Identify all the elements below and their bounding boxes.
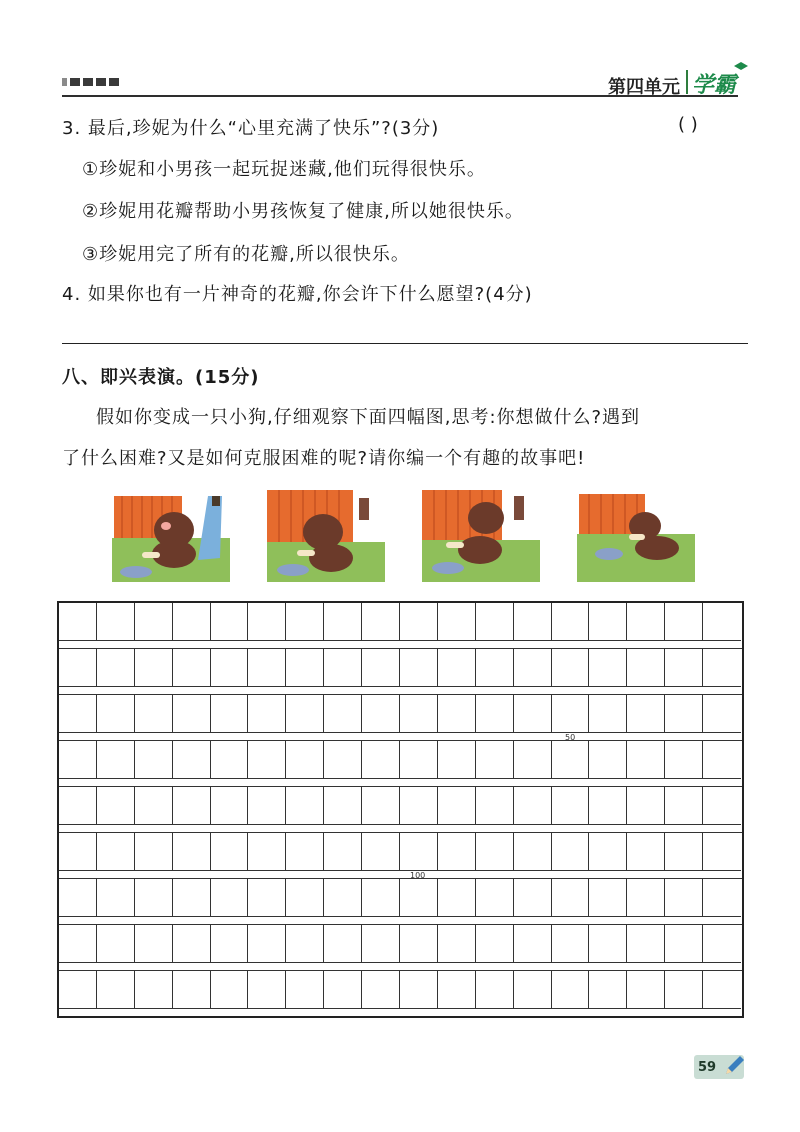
grid-cell[interactable] (589, 971, 627, 1009)
grid-cell[interactable] (665, 741, 703, 779)
grid-cell[interactable] (438, 603, 476, 641)
grid-cell[interactable] (248, 695, 286, 733)
grid-cell[interactable] (627, 833, 665, 871)
grid-cell[interactable] (589, 833, 627, 871)
grid-cell[interactable] (97, 833, 135, 871)
grid-cell[interactable] (438, 833, 476, 871)
picture-4 (577, 488, 695, 582)
grid-cell[interactable] (324, 879, 362, 917)
grid-cell[interactable] (211, 787, 249, 825)
grid-cell[interactable] (97, 741, 135, 779)
grid-cell[interactable] (476, 879, 514, 917)
grid-cell[interactable] (627, 695, 665, 733)
grid-cell[interactable] (665, 879, 703, 917)
grid-row (59, 879, 742, 917)
answer-bracket[interactable]: ( ) (678, 114, 698, 135)
grid-cell[interactable] (286, 787, 324, 825)
grid-row (59, 695, 742, 733)
picture-2 (267, 488, 385, 582)
section-8-prompt-line-1: 假如你变成一只小狗,仔细观察下面四幅图,思考:你想做什么?遇到 (96, 407, 641, 428)
grid-cell[interactable] (476, 787, 514, 825)
grid-cell[interactable] (173, 649, 211, 687)
grid-cell[interactable] (514, 925, 552, 963)
unit-separator (686, 70, 688, 94)
grid-cell[interactable] (665, 603, 703, 641)
grid-cell[interactable] (438, 925, 476, 963)
grid-cell[interactable] (324, 649, 362, 687)
grid-cell[interactable] (97, 695, 135, 733)
grid-cell[interactable] (665, 649, 703, 687)
row-gap-line (59, 970, 742, 971)
section-8-title: 八、即兴表演。(15分) (62, 367, 260, 388)
grid-cell[interactable] (514, 787, 552, 825)
grid-cell[interactable] (173, 603, 211, 641)
grid-cell[interactable] (400, 649, 438, 687)
row-gap-line (59, 786, 742, 787)
row-gap-line (59, 924, 742, 925)
grid-cell[interactable] (589, 695, 627, 733)
grid-cell[interactable] (173, 971, 211, 1009)
option-2: ②珍妮用花瓣帮助小男孩恢复了健康,所以她很快乐。 (82, 201, 524, 222)
brand-logo: 学霸 (691, 73, 736, 98)
grid-cell[interactable] (703, 879, 741, 917)
grid-cell[interactable] (248, 971, 286, 1009)
grid-cell[interactable] (476, 649, 514, 687)
grid-cell[interactable] (703, 787, 741, 825)
grid-cell[interactable] (248, 925, 286, 963)
grid-cell[interactable] (476, 925, 514, 963)
grid-cell[interactable] (400, 741, 438, 779)
grid-cell[interactable] (286, 695, 324, 733)
grid-cell[interactable] (627, 971, 665, 1009)
grid-cell[interactable] (438, 695, 476, 733)
grid-cell[interactable] (665, 695, 703, 733)
grid-cell[interactable] (97, 925, 135, 963)
grid-cell[interactable] (248, 741, 286, 779)
grid-cell[interactable] (173, 833, 211, 871)
grid-cell[interactable] (362, 787, 400, 825)
grid-cell[interactable] (400, 787, 438, 825)
grid-cell[interactable] (324, 925, 362, 963)
question-4: 4. 如果你也有一片神奇的花瓣,你会许下什么愿望?(4分) (62, 284, 533, 305)
grid-cell[interactable] (589, 741, 627, 779)
grid-cell[interactable] (400, 603, 438, 641)
grid-cell[interactable] (248, 603, 286, 641)
row-gap-line (59, 648, 742, 649)
grid-cell[interactable] (514, 879, 552, 917)
grid-cell[interactable] (552, 833, 590, 871)
grid-cell[interactable] (135, 971, 173, 1009)
grid-cell[interactable] (97, 649, 135, 687)
grid-cell[interactable] (211, 603, 249, 641)
grid-cell[interactable] (59, 649, 97, 687)
grid-cell[interactable] (362, 879, 400, 917)
grid-cell[interactable] (135, 741, 173, 779)
grid-cell[interactable] (59, 833, 97, 871)
grid-cell[interactable] (552, 603, 590, 641)
grid-cell[interactable] (59, 925, 97, 963)
grid-cell[interactable] (627, 787, 665, 825)
grid-cell[interactable] (324, 695, 362, 733)
grid-cell[interactable] (514, 695, 552, 733)
pencil-icon (722, 1054, 746, 1078)
grid-cell[interactable] (476, 603, 514, 641)
grid-cell[interactable] (552, 879, 590, 917)
grid-cell[interactable] (703, 603, 741, 641)
grid-cell[interactable] (135, 603, 173, 641)
grid-cell[interactable] (59, 787, 97, 825)
header-decoration (62, 78, 119, 86)
grid-cell[interactable] (173, 695, 211, 733)
option-3: ③珍妮用完了所有的花瓣,所以很快乐。 (82, 244, 410, 265)
grid-cell[interactable] (665, 971, 703, 1009)
grid-cell[interactable] (665, 925, 703, 963)
grid-cell[interactable] (211, 649, 249, 687)
grid-cell[interactable] (324, 971, 362, 1009)
grid-row (59, 971, 742, 1009)
picture-1 (112, 488, 230, 582)
grid-cell[interactable] (703, 741, 741, 779)
grid-cell[interactable] (324, 833, 362, 871)
grid-cell[interactable] (248, 649, 286, 687)
grid-cell[interactable] (135, 925, 173, 963)
grid-cell[interactable] (400, 833, 438, 871)
grid-cell[interactable] (589, 787, 627, 825)
grid-cell[interactable] (211, 879, 249, 917)
grid-row (59, 603, 742, 641)
grid-cell[interactable] (438, 649, 476, 687)
grid-cell[interactable] (286, 925, 324, 963)
grid-row (59, 649, 742, 687)
grid-cell[interactable] (59, 879, 97, 917)
grid-cell[interactable] (286, 603, 324, 641)
grid-cell[interactable] (703, 695, 741, 733)
grid-cell[interactable] (514, 603, 552, 641)
grid-cell[interactable] (476, 695, 514, 733)
grid-cell[interactable] (59, 741, 97, 779)
answer-line[interactable] (62, 343, 748, 344)
grid-cell[interactable] (703, 649, 741, 687)
page-number: 59 (698, 1059, 717, 1075)
grid-cell[interactable] (211, 741, 249, 779)
grid-cell[interactable] (135, 879, 173, 917)
grid-cell[interactable] (59, 971, 97, 1009)
grid-cell[interactable] (211, 695, 249, 733)
grid-cell[interactable] (514, 833, 552, 871)
grid-cell[interactable] (703, 971, 741, 1009)
grid-cell[interactable] (703, 925, 741, 963)
grid-cell[interactable] (211, 971, 249, 1009)
composition-grid[interactable] (57, 601, 744, 1018)
grid-cell[interactable] (627, 925, 665, 963)
grid-cell[interactable] (514, 971, 552, 1009)
grid-cell[interactable] (286, 833, 324, 871)
grid-cell[interactable] (362, 741, 400, 779)
grid-cell[interactable] (286, 741, 324, 779)
grid-cell[interactable] (324, 603, 362, 641)
grid-cell[interactable] (627, 649, 665, 687)
grid-cell[interactable] (173, 741, 211, 779)
grid-cell[interactable] (248, 879, 286, 917)
grid-cell[interactable] (476, 971, 514, 1009)
grid-cell[interactable] (211, 833, 249, 871)
grid-cell[interactable] (438, 879, 476, 917)
grid-cell[interactable] (135, 787, 173, 825)
grid-cell[interactable] (135, 833, 173, 871)
grid-cell[interactable] (400, 971, 438, 1009)
grid-cell[interactable] (59, 603, 97, 641)
grid-cell[interactable] (476, 833, 514, 871)
row-gap-line (59, 740, 742, 741)
grid-row (59, 833, 742, 871)
grid-cell[interactable] (173, 925, 211, 963)
grid-cell[interactable] (514, 649, 552, 687)
grid-cell[interactable] (97, 971, 135, 1009)
grid-cell[interactable] (324, 787, 362, 825)
grid-cell[interactable] (552, 971, 590, 1009)
grid-cell[interactable] (248, 787, 286, 825)
grid-cell[interactable] (362, 695, 400, 733)
grid-row (59, 741, 742, 779)
grid-cell[interactable] (589, 879, 627, 917)
grid-cell[interactable] (552, 741, 590, 779)
grid-row (59, 787, 742, 825)
grid-cell[interactable] (362, 603, 400, 641)
grid-cell[interactable] (438, 971, 476, 1009)
grid-cell[interactable] (589, 925, 627, 963)
unit-label: 第四单元 (608, 77, 680, 98)
question-3: 3. 最后,珍妮为什么“心里充满了快乐”?(3分) (62, 118, 440, 139)
picture-3 (422, 488, 540, 582)
grid-row (59, 925, 742, 963)
grid-cell[interactable] (173, 787, 211, 825)
grid-cell[interactable] (362, 971, 400, 1009)
grid-cell[interactable] (552, 649, 590, 687)
grid-cell[interactable] (552, 925, 590, 963)
grid-cell[interactable] (135, 695, 173, 733)
grid-cell[interactable] (97, 603, 135, 641)
grid-cell[interactable] (97, 879, 135, 917)
grid-cell[interactable] (665, 787, 703, 825)
grid-cell[interactable] (400, 925, 438, 963)
row-gap-line (59, 832, 742, 833)
grid-cell[interactable] (248, 833, 286, 871)
grid-cell[interactable] (173, 879, 211, 917)
grid-cell[interactable] (552, 695, 590, 733)
section-8-prompt-line-2: 了什么困难?又是如何克服困难的呢?请你编一个有趣的故事吧! (62, 448, 586, 469)
grid-cell[interactable] (324, 741, 362, 779)
grid-cell[interactable] (362, 833, 400, 871)
grid-cell[interactable] (59, 695, 97, 733)
grid-cell[interactable] (400, 695, 438, 733)
grid-cell[interactable] (627, 603, 665, 641)
row-gap-line (59, 694, 742, 695)
grid-cell[interactable] (552, 787, 590, 825)
graduation-cap-icon (734, 62, 748, 71)
row-gap-line (59, 878, 742, 879)
grid-cell[interactable] (665, 833, 703, 871)
grid-cell[interactable] (97, 787, 135, 825)
grid-cell[interactable] (703, 833, 741, 871)
picture-strip (112, 488, 695, 582)
grid-cell[interactable] (286, 879, 324, 917)
grid-cell[interactable] (286, 649, 324, 687)
grid-cell[interactable] (589, 603, 627, 641)
grid-cell[interactable] (627, 741, 665, 779)
grid-mark-50: 50 (565, 733, 576, 742)
grid-cell[interactable] (135, 649, 173, 687)
grid-cell[interactable] (438, 741, 476, 779)
grid-cell[interactable] (589, 649, 627, 687)
grid-cell[interactable] (362, 925, 400, 963)
grid-cell[interactable] (627, 879, 665, 917)
grid-cell[interactable] (400, 879, 438, 917)
grid-cell[interactable] (514, 741, 552, 779)
option-1: ①珍妮和小男孩一起玩捉迷藏,他们玩得很快乐。 (82, 159, 486, 180)
grid-cell[interactable] (362, 649, 400, 687)
grid-cell[interactable] (211, 925, 249, 963)
grid-cell[interactable] (476, 741, 514, 779)
grid-cell[interactable] (286, 971, 324, 1009)
grid-cell[interactable] (438, 787, 476, 825)
grid-mark-100: 100 (410, 871, 426, 880)
